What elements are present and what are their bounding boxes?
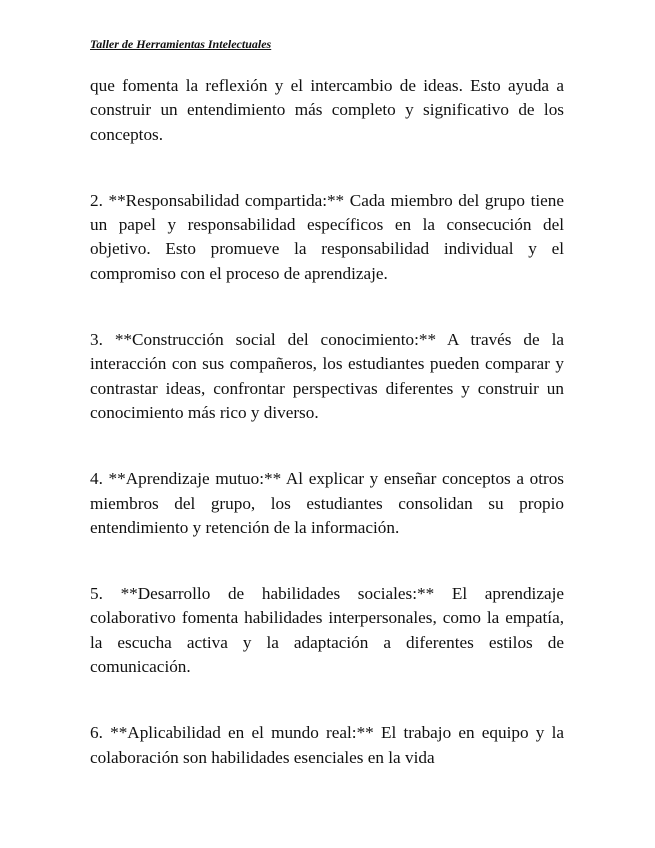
paragraph-continuation: que fomenta la reflexión y el intercambio de ideas. Esto ayuda a construir un entendimiento más completo y significativo de los conceptos. xyxy=(90,76,564,144)
list-item-construccion-social: 3. **Construcción social del conocimiento:** A través de la interacción con sus compañeros, los estudiantes pueden comparar y contrastar ideas, confrontar perspectivas diferentes y construir un conocimiento más rico y diverso. xyxy=(90,330,564,422)
list-item-aplicabilidad: 6. **Aplicabilidad en el mundo real:** El trabajo en equipo y la colaboración son habilidades esenciales en la vida xyxy=(90,723,564,767)
list-item-habilidades-sociales: 5. **Desarrollo de habilidades sociales:** El aprendizaje colaborativo fomenta habilidades interpersonales, como la empatía, la escucha activa y la adaptación a diferentes estilos de comunicación. xyxy=(90,584,564,677)
list-item-responsabilidad-compartida: 2. **Responsabilidad compartida:** Cada miembro del grupo tiene un papel y responsabilidad específicos en la consecución del objetivo. Esto promueve la responsabilidad individual y el compromiso con el proceso de aprendizaje. xyxy=(90,190,564,283)
running-header: Taller de Herramientas Intelectuales xyxy=(90,37,272,51)
body-text xyxy=(90,74,564,770)
list-item-aprendizaje-mutuo: 4. **Aprendizaje mutuo:** Al explicar y enseñar conceptos a otros miembros del grupo, los estudiantes consolidan su propio entendimiento y retención de la información. xyxy=(90,469,564,537)
